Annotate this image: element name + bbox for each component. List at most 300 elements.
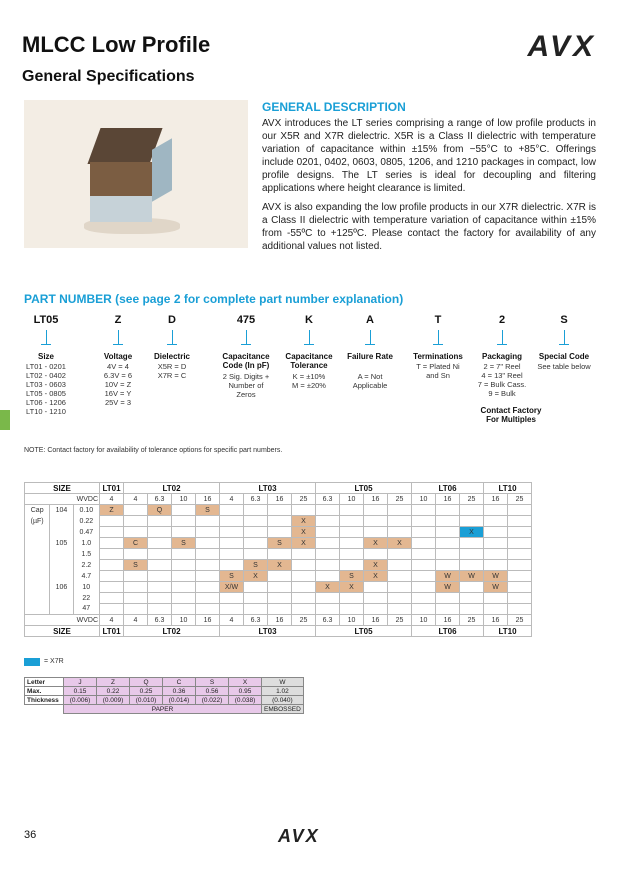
pn-connector-base-8 <box>559 344 569 345</box>
matrix-cell <box>388 560 412 571</box>
carrier-paper: PAPER <box>64 705 262 714</box>
pn-connector-3 <box>246 330 247 344</box>
matrix-cell <box>412 549 436 560</box>
matrix-cell: Z <box>100 505 124 516</box>
table-row <box>25 560 532 571</box>
matrix-cell <box>268 593 292 604</box>
matrix-cell <box>484 527 508 538</box>
matrix-cell <box>436 505 460 516</box>
size-header-row <box>25 483 532 494</box>
matrix-cell <box>340 593 364 604</box>
page-number: 36 <box>24 829 37 841</box>
part-number-note: (see page 2 for complete part number explanation) <box>115 292 404 306</box>
pn-code-2: D <box>168 314 176 326</box>
cap-code: 106 <box>50 582 73 593</box>
matrix-cell <box>148 560 172 571</box>
cap-code <box>50 571 73 582</box>
size-label: SIZE <box>25 483 100 494</box>
matrix-cell: W <box>436 582 460 593</box>
wvdc-15: 25 <box>460 494 484 505</box>
wvdc-6: 6.3 <box>244 615 268 626</box>
matrix-cell <box>460 516 484 527</box>
matrix-cell <box>100 571 124 582</box>
matrix-cell <box>292 582 316 593</box>
matrix-cell <box>268 516 292 527</box>
table-row <box>25 571 532 582</box>
matrix-cell <box>244 582 268 593</box>
matrix-cell <box>412 516 436 527</box>
thickness-mm: 1.02 <box>262 687 304 696</box>
matrix-cell <box>268 527 292 538</box>
matrix-cell: S <box>340 571 364 582</box>
matrix-cell <box>220 604 244 615</box>
matrix-cell <box>124 527 148 538</box>
voltage-capacitance-table <box>24 482 532 637</box>
wvdc-8: 25 <box>292 615 316 626</box>
pn-code-4: K <box>305 314 313 326</box>
wvdc-10: 10 <box>340 494 364 505</box>
matrix-cell <box>148 604 172 615</box>
pn-desc-5: A = Not Applicable <box>352 372 388 390</box>
table-row <box>25 582 532 593</box>
thickness-letter: X <box>229 678 262 687</box>
size-LT03: LT03 <box>220 626 316 637</box>
matrix-cell <box>316 560 340 571</box>
size-header-row <box>25 626 532 637</box>
general-description-p1: AVX introduces the LT series comprising a range of low profile products in our X5R and X7R dielectric. X5R is a Class II dielectric with temperature variation of capacitance within ±15% from −55°C to +85°C. Offerings include 0201, 0402, 0603, 0805, 1206, and 1210 packages in compact, low profile designs. The LT series is ideal for decoupling and filtering applications where height clearance is limited. <box>262 118 596 194</box>
matrix-cell <box>244 538 268 549</box>
matrix-cell <box>100 538 124 549</box>
matrix-cell <box>316 549 340 560</box>
wvdc-9: 6.3 <box>316 615 340 626</box>
matrix-cell <box>244 516 268 527</box>
x7r-legend-label: = X7R <box>44 658 64 665</box>
matrix-cell <box>484 516 508 527</box>
matrix-cell <box>172 582 196 593</box>
matrix-cell <box>148 527 172 538</box>
pn-connector-5 <box>370 330 371 344</box>
size-LT02: LT02 <box>124 483 220 494</box>
matrix-cell <box>196 538 220 549</box>
table-row <box>25 505 532 516</box>
matrix-cell <box>220 560 244 571</box>
matrix-cell <box>268 604 292 615</box>
matrix-cell <box>508 571 532 582</box>
matrix-cell <box>508 560 532 571</box>
general-description-p2: AVX is also expanding the low profile products in our X7R dielectric. X7R is a Class II dielectric with temperature variation of capacitance within ±15% from -55ºC to +125ºC. Please contact the factory for availability of any additional values not listed. <box>262 202 596 252</box>
size-label: SIZE <box>25 626 100 637</box>
size-LT01: LT01 <box>100 483 124 494</box>
thickness-mm: 0.15 <box>64 687 97 696</box>
matrix-cell <box>364 604 388 615</box>
matrix-cell <box>100 549 124 560</box>
matrix-cell <box>124 505 148 516</box>
wvdc-3: 10 <box>172 615 196 626</box>
size-LT10: LT10 <box>484 626 532 637</box>
matrix-cell <box>340 505 364 516</box>
matrix-cell <box>340 560 364 571</box>
chip-photo <box>24 100 248 248</box>
matrix-cell <box>292 560 316 571</box>
pn-desc-2: X5R = D X7R = C <box>157 362 187 380</box>
thickness-mm: 0.25 <box>130 687 163 696</box>
matrix-cell <box>244 593 268 604</box>
matrix-cell <box>220 516 244 527</box>
size-LT05: LT05 <box>316 626 412 637</box>
cap-value: 22 <box>73 593 99 604</box>
matrix-cell <box>412 538 436 549</box>
matrix-cell <box>460 538 484 549</box>
side-tab-marker <box>0 410 10 430</box>
matrix-cell <box>172 527 196 538</box>
matrix-cell <box>340 527 364 538</box>
matrix-cell <box>148 538 172 549</box>
matrix-cell: Q <box>148 505 172 516</box>
wvdc-3: 10 <box>172 494 196 505</box>
matrix-cell <box>124 582 148 593</box>
thickness-mm: 0.36 <box>163 687 196 696</box>
matrix-cell <box>412 527 436 538</box>
matrix-cell <box>484 604 508 615</box>
thickness-inch: (0.006) <box>64 696 97 705</box>
thickness-row <box>25 678 304 687</box>
pn-code-0: LT05 <box>33 314 59 326</box>
matrix-cell <box>460 604 484 615</box>
pn-desc-4: K = ±10% M = ±20% <box>292 372 326 390</box>
matrix-cell: S <box>244 560 268 571</box>
part-number-title: PART NUMBER <box>24 292 112 306</box>
matrix-cell <box>172 604 196 615</box>
wvdc-14: 16 <box>436 615 460 626</box>
thickness-inch: (0.010) <box>130 696 163 705</box>
matrix-cell: W <box>436 571 460 582</box>
wvdc-7: 16 <box>268 494 292 505</box>
matrix-cell <box>508 527 532 538</box>
matrix-cell <box>412 560 436 571</box>
wvdc-13: 10 <box>412 494 436 505</box>
pn-connector-1 <box>118 330 119 344</box>
matrix-cell: C <box>124 538 148 549</box>
matrix-cell <box>388 593 412 604</box>
matrix-cell <box>316 527 340 538</box>
part-number-heading <box>24 292 403 306</box>
table-row <box>25 604 532 615</box>
wvdc-0: 4 <box>100 615 124 626</box>
matrix-cell <box>508 593 532 604</box>
wvdc-15: 25 <box>460 615 484 626</box>
matrix-cell <box>292 571 316 582</box>
pn-label-1: Voltage <box>103 352 133 361</box>
cap-label <box>25 582 50 593</box>
matrix-cell <box>388 549 412 560</box>
pn-connector-8 <box>564 330 565 344</box>
pn-desc-3: 2 Sig. Digits + Number of Zeros <box>222 372 270 399</box>
matrix-cell <box>316 604 340 615</box>
thickness-row-label: Max. <box>25 687 64 696</box>
matrix-cell <box>460 549 484 560</box>
wvdc-7: 16 <box>268 615 292 626</box>
pn-connector-6 <box>438 330 439 344</box>
matrix-cell: S <box>196 505 220 516</box>
pn-label-3: Capacitance Code (In pF) <box>222 352 270 370</box>
cap-value: 0.22 <box>73 516 99 527</box>
wvdc-label: WVDC <box>25 494 100 505</box>
cap-label: (µF) <box>25 516 50 527</box>
wvdc-4: 16 <box>196 615 220 626</box>
cap-code <box>50 604 73 615</box>
matrix-cell <box>220 538 244 549</box>
brand-logo: AVX <box>527 30 596 63</box>
general-description-heading: GENERAL DESCRIPTION <box>262 100 406 114</box>
cap-label <box>25 571 50 582</box>
cap-code: 105 <box>50 538 73 549</box>
wvdc-label: WVDC <box>25 615 100 626</box>
matrix-cell <box>196 571 220 582</box>
matrix-cell <box>436 527 460 538</box>
matrix-cell <box>484 549 508 560</box>
matrix-cell <box>316 516 340 527</box>
matrix-cell <box>460 593 484 604</box>
matrix-cell <box>484 560 508 571</box>
matrix-cell <box>220 593 244 604</box>
matrix-cell <box>196 604 220 615</box>
matrix-cell <box>196 560 220 571</box>
matrix-cell <box>340 538 364 549</box>
matrix-cell <box>220 505 244 516</box>
matrix-cell <box>220 549 244 560</box>
pn-connector-4 <box>309 330 310 344</box>
pn-code-5: A <box>366 314 374 326</box>
matrix-cell <box>124 593 148 604</box>
pn-label-5: Failure Rate <box>347 352 393 361</box>
matrix-cell <box>292 549 316 560</box>
contact-factory-text: Contact Factory For Multiples <box>480 406 542 424</box>
thickness-letter: S <box>196 678 229 687</box>
matrix-cell <box>508 516 532 527</box>
matrix-cell <box>364 582 388 593</box>
matrix-cell: X <box>388 538 412 549</box>
pn-code-6: T <box>434 314 442 326</box>
wvdc-2: 6.3 <box>148 494 172 505</box>
matrix-cell <box>412 505 436 516</box>
cap-value: 4.7 <box>73 571 99 582</box>
thickness-letter: W <box>262 678 304 687</box>
matrix-cell <box>268 549 292 560</box>
matrix-cell: X <box>292 538 316 549</box>
pn-code-1: Z <box>114 314 122 326</box>
matrix-cell <box>412 593 436 604</box>
carrier-blank <box>25 705 64 714</box>
wvdc-17: 25 <box>508 494 532 505</box>
pn-connector-2 <box>172 330 173 344</box>
matrix-cell <box>484 593 508 604</box>
pn-connector-base-0 <box>41 344 51 345</box>
matrix-cell: X <box>292 527 316 538</box>
wvdc-10: 10 <box>340 615 364 626</box>
matrix-cell <box>436 560 460 571</box>
cap-label <box>25 549 50 560</box>
cap-value: 1.5 <box>73 549 99 560</box>
matrix-cell <box>244 549 268 560</box>
matrix-cell <box>172 593 196 604</box>
cap-value: 0.47 <box>73 527 99 538</box>
matrix-cell <box>100 582 124 593</box>
pn-code-7: 2 <box>498 314 506 326</box>
matrix-cell <box>124 571 148 582</box>
wvdc-row <box>25 494 532 505</box>
matrix-cell <box>100 604 124 615</box>
matrix-cell <box>436 549 460 560</box>
matrix-cell <box>292 593 316 604</box>
matrix-cell <box>172 560 196 571</box>
matrix-cell <box>460 560 484 571</box>
pn-connector-base-5 <box>365 344 375 345</box>
matrix-cell <box>364 527 388 538</box>
matrix-cell <box>508 582 532 593</box>
page-subtitle: General Specifications <box>22 68 195 85</box>
thickness-row-label: Thickness <box>25 696 64 705</box>
size-LT05: LT05 <box>316 483 412 494</box>
matrix-cell <box>340 549 364 560</box>
cap-value: 10 <box>73 582 99 593</box>
pn-label-7: Packaging <box>481 352 522 361</box>
matrix-cell <box>388 604 412 615</box>
pn-label-4: Capacitance Tolerance <box>285 352 333 370</box>
matrix-cell <box>124 549 148 560</box>
cap-label <box>25 560 50 571</box>
matrix-cell <box>340 604 364 615</box>
wvdc-4: 16 <box>196 494 220 505</box>
cap-code <box>50 560 73 571</box>
page-title: MLCC Low Profile <box>22 32 211 57</box>
size-LT06: LT06 <box>412 626 484 637</box>
table-row <box>25 549 532 560</box>
size-LT01: LT01 <box>100 626 124 637</box>
matrix-cell <box>100 527 124 538</box>
matrix-cell <box>508 505 532 516</box>
pn-label-0: Size <box>37 352 54 361</box>
thickness-row-label: Letter <box>25 678 64 687</box>
pn-connector-0 <box>46 330 47 344</box>
pn-connector-base-2 <box>167 344 177 345</box>
matrix-cell <box>100 593 124 604</box>
matrix-cell: W <box>460 571 484 582</box>
wvdc-11: 16 <box>364 494 388 505</box>
wvdc-13: 10 <box>412 615 436 626</box>
matrix-cell <box>508 538 532 549</box>
wvdc-row <box>25 615 532 626</box>
matrix-cell <box>316 593 340 604</box>
matrix-cell <box>436 516 460 527</box>
matrix-cell <box>364 593 388 604</box>
pn-desc-6: T = Plated Ni and Sn <box>416 362 460 380</box>
cap-value: 0.10 <box>73 505 99 516</box>
pn-code-3: 475 <box>236 314 256 326</box>
matrix-cell: W <box>484 582 508 593</box>
matrix-cell: X <box>316 582 340 593</box>
matrix-cell <box>244 527 268 538</box>
matrix-cell <box>316 505 340 516</box>
matrix-cell: X <box>460 527 484 538</box>
matrix-cell <box>388 582 412 593</box>
table-row <box>25 538 532 549</box>
thickness-mm: 0.95 <box>229 687 262 696</box>
pn-desc-7: 2 = 7" Reel 4 = 13" Reel 7 = Bulk Cass. 9 = Bulk <box>477 362 527 398</box>
matrix-cell <box>316 538 340 549</box>
cap-code <box>50 549 73 560</box>
matrix-cell <box>460 505 484 516</box>
matrix-cell: W <box>484 571 508 582</box>
matrix-cell <box>388 505 412 516</box>
wvdc-5: 4 <box>220 494 244 505</box>
cap-code <box>50 527 73 538</box>
matrix-cell <box>436 593 460 604</box>
cap-value: 2.2 <box>73 560 99 571</box>
matrix-cell <box>148 571 172 582</box>
matrix-cell <box>508 549 532 560</box>
matrix-cell: S <box>124 560 148 571</box>
matrix-cell <box>412 604 436 615</box>
wvdc-12: 25 <box>388 615 412 626</box>
wvdc-1: 4 <box>124 494 148 505</box>
wvdc-9: 6.3 <box>316 494 340 505</box>
size-LT10: LT10 <box>484 483 532 494</box>
pn-connector-7 <box>502 330 503 344</box>
matrix-cell: S <box>268 538 292 549</box>
thickness-letter: C <box>163 678 196 687</box>
cap-label: Cap <box>25 505 50 516</box>
cap-label <box>25 604 50 615</box>
wvdc-16: 16 <box>484 615 508 626</box>
matrix-cell: S <box>220 571 244 582</box>
matrix-cell <box>220 527 244 538</box>
contact-factory-note <box>480 406 542 424</box>
pn-connector-base-3 <box>241 344 251 345</box>
matrix-cell <box>124 604 148 615</box>
pn-label-2: Dielectric <box>153 352 191 361</box>
pn-code-8: S <box>560 314 568 326</box>
matrix-cell: X <box>364 538 388 549</box>
pn-connector-base-7 <box>497 344 507 345</box>
wvdc-1: 4 <box>124 615 148 626</box>
thickness-letter: Q <box>130 678 163 687</box>
carrier-embossed: EMBOSSED <box>262 705 304 714</box>
cap-code <box>50 516 73 527</box>
matrix-cell <box>460 582 484 593</box>
thickness-letter: Z <box>97 678 130 687</box>
matrix-cell <box>148 593 172 604</box>
matrix-cell <box>364 516 388 527</box>
cap-value: 47 <box>73 604 99 615</box>
table-row <box>25 527 532 538</box>
matrix-cell <box>172 549 196 560</box>
size-LT06: LT06 <box>412 483 484 494</box>
cap-label <box>25 593 50 604</box>
carrier-row <box>25 705 304 714</box>
x7r-legend-swatch <box>24 658 40 666</box>
thickness-mm: 0.56 <box>196 687 229 696</box>
matrix-cell <box>292 505 316 516</box>
wvdc-8: 25 <box>292 494 316 505</box>
matrix-cell <box>412 582 436 593</box>
matrix-cell: X <box>364 571 388 582</box>
pn-desc-8: See table below <box>537 362 591 371</box>
thickness-inch: (0.040) <box>262 696 304 705</box>
matrix-cell: X <box>364 560 388 571</box>
thickness-table <box>24 677 304 714</box>
pn-desc-0: LT01 - 0201 LT02 - 0402 LT03 - 0603 LT05 - 0805 LT06 - 1206 LT10 - 1210 <box>26 362 66 416</box>
cap-label <box>25 538 50 549</box>
